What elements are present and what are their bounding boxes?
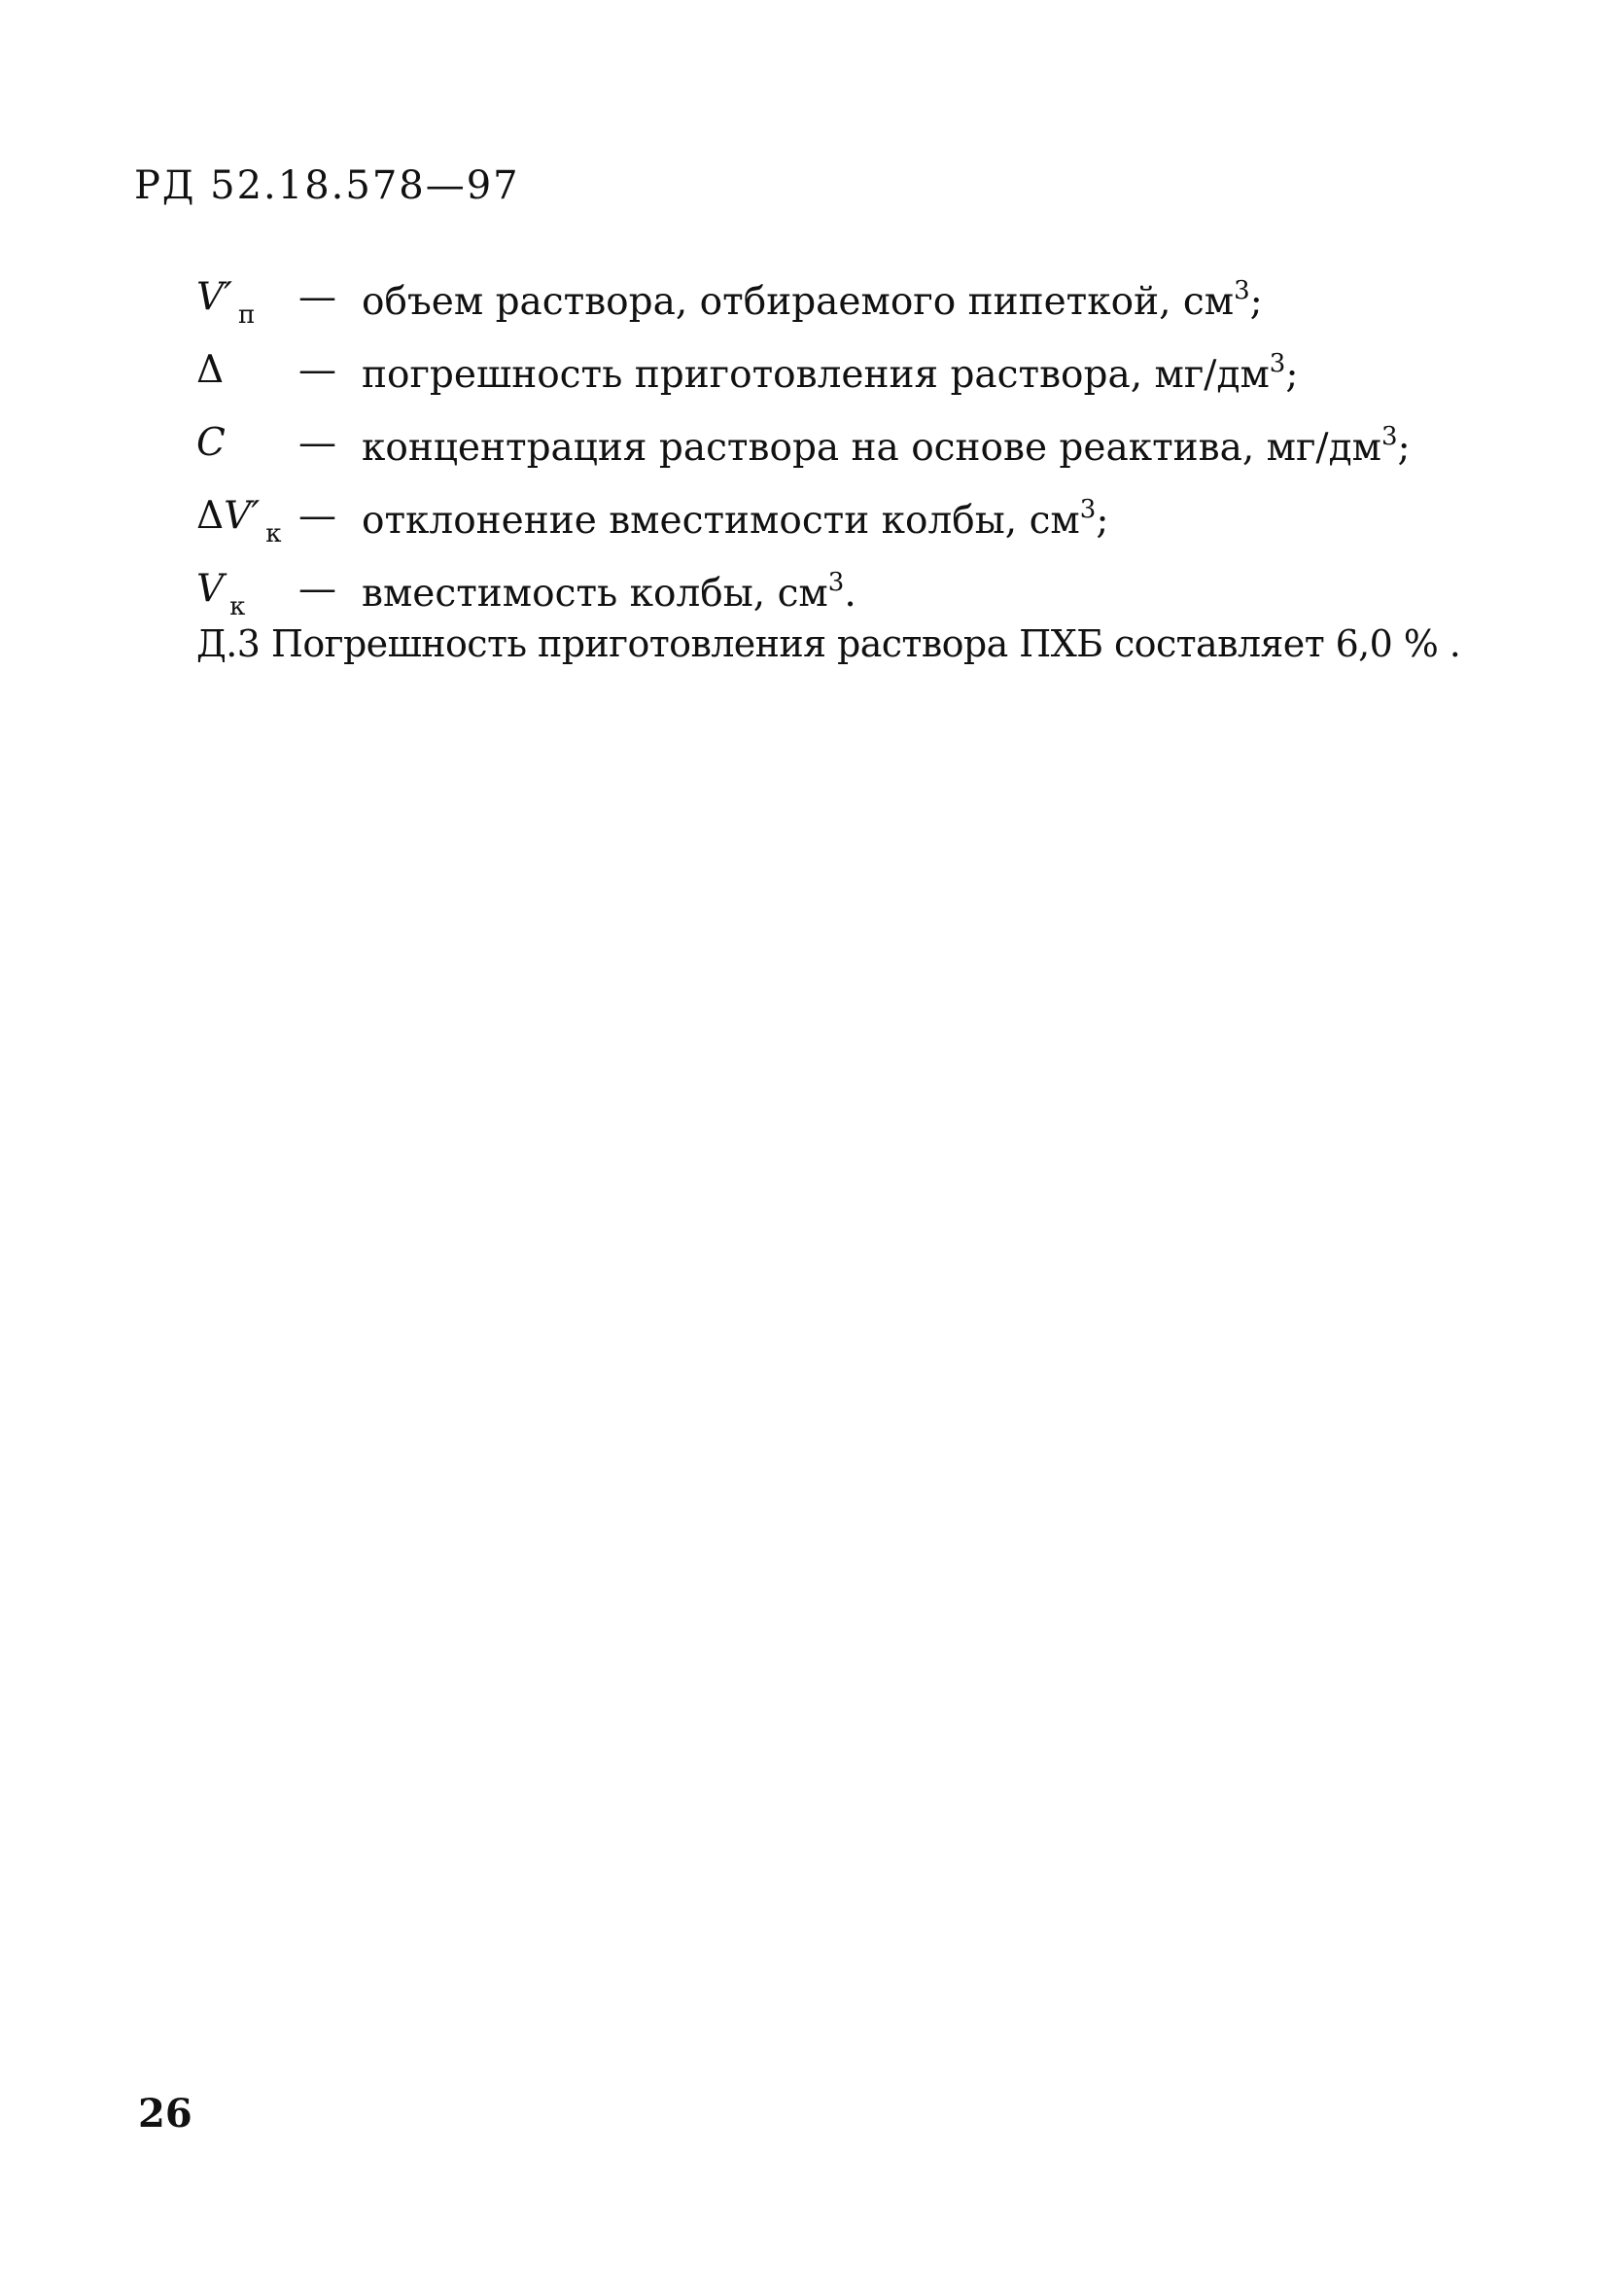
symbol-main: V′ xyxy=(196,275,233,319)
definitions-list xyxy=(196,275,1421,643)
definition-row xyxy=(196,494,1421,570)
definition-punctuation: ; xyxy=(1096,499,1109,543)
definition-text xyxy=(362,349,1299,397)
definition-text xyxy=(362,568,856,616)
symbol-main: V′ xyxy=(224,494,261,538)
unit-exponent: 3 xyxy=(1269,349,1286,378)
definition-text xyxy=(362,495,1109,543)
definition-symbol xyxy=(196,275,294,330)
definition-description: отклонение вместимости колбы, см xyxy=(362,499,1080,543)
symbol-subscript: п xyxy=(238,300,256,330)
definition-symbol xyxy=(196,494,294,548)
definition-dash: — xyxy=(298,421,336,465)
unit-exponent: 3 xyxy=(1234,276,1250,305)
definition-description: концентрация раствора на основе реактива, мг/дм xyxy=(362,426,1381,470)
symbol-prefix: Δ xyxy=(196,494,225,538)
definition-dash: — xyxy=(298,348,336,392)
definition-row xyxy=(196,421,1421,497)
definition-description: объем раствора, отбираемого пипеткой, см xyxy=(362,280,1235,324)
unit-exponent: 3 xyxy=(827,568,845,597)
symbol-main: Δ xyxy=(196,348,225,392)
definition-dash: — xyxy=(298,567,336,611)
symbol-main: V xyxy=(196,567,225,611)
error-note-paragraph: Д.3 Погрешность приготовления раствора ПХБ составляет 6,0 % . xyxy=(196,622,1461,665)
unit-exponent: 3 xyxy=(1380,422,1398,451)
definition-dash: — xyxy=(298,275,336,319)
definition-punctuation: ; xyxy=(1285,353,1299,397)
definition-symbol xyxy=(196,421,294,474)
definition-dash: — xyxy=(298,494,336,538)
symbol-subscript: к xyxy=(229,592,246,621)
document-code: РД 52.18.578—97 xyxy=(134,163,520,208)
definition-description: вместимость колбы, см xyxy=(362,572,828,616)
symbol-subscript: к xyxy=(265,519,282,548)
definition-row xyxy=(196,275,1421,351)
unit-exponent: 3 xyxy=(1079,495,1097,524)
definition-text xyxy=(362,422,1411,470)
definition-description: погрешность приготовления раствора, мг/дм xyxy=(362,353,1270,397)
page-number: 26 xyxy=(138,2091,192,2137)
definition-punctuation: . xyxy=(844,572,856,616)
definition-symbol xyxy=(196,348,294,401)
definition-row xyxy=(196,348,1421,424)
definition-text xyxy=(362,276,1263,324)
symbol-main: C xyxy=(196,421,226,465)
definition-punctuation: ; xyxy=(1397,426,1411,470)
definition-punctuation: ; xyxy=(1249,280,1263,324)
definition-symbol xyxy=(196,567,294,621)
